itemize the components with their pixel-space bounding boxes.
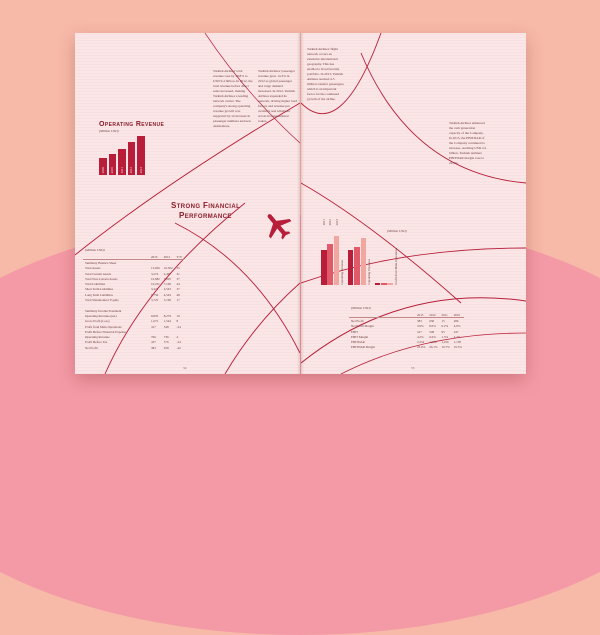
year-label: 2011 (322, 219, 326, 226)
right-table-header-cell: 2011 (439, 312, 451, 318)
right-chart-unit: (Million USD) (387, 229, 407, 233)
left-table-cell: 437 (151, 340, 156, 345)
left-table-cell: 35 (176, 266, 180, 271)
left-table-cell: 417 (151, 324, 156, 329)
intro-text-column-2: Turkish Airlines' passenger revenue grew 14.3% in 2012 as global passenger and cargo demand increased. In 2012, Turkish Airlines expanded its network, driving higher load factors and revenue per available seat kilometer across its international routes. (258, 69, 297, 123)
left-table-cell: 576 (163, 340, 169, 345)
grouped-bar-category-label: Operating Expenses (367, 259, 372, 285)
table-row (83, 345, 184, 350)
open-brochure (75, 33, 526, 374)
right-table-cell: 1.3% (441, 334, 449, 339)
left-table-header-cell: Y/Y (176, 254, 183, 259)
year-label: 2012 (328, 219, 333, 226)
left-table-cell: 48 (176, 292, 180, 297)
grouped-bar-2013 (387, 283, 393, 285)
right-table-cell: 3.9% (417, 324, 424, 329)
right-table-unit: (Million USD) (351, 306, 371, 310)
left-table-cell: 13,956 (151, 266, 160, 271)
left-table-cell: Short Term Liabilities (85, 287, 114, 292)
right-table-cell: 417 (417, 329, 422, 334)
left-table-cell: 9,835 (151, 313, 159, 318)
right-table-cell: 4.2% (453, 334, 461, 339)
right-table-cell: 95 (441, 329, 445, 334)
right-table-cell: 1,998 (429, 340, 437, 345)
left-table-cell: 44 (176, 282, 180, 287)
left-table-cell: 1,672 (151, 319, 159, 324)
right-table-cell: EBIT (351, 329, 359, 334)
right-table-cell: 22.9% (417, 345, 426, 350)
right-table-cell: EBITDAR (351, 340, 365, 345)
revenue-bar-label: 2010 (110, 166, 114, 173)
left-table-cell: 17 (176, 298, 180, 303)
right-table-cell: 383 (417, 318, 422, 323)
grouped-bar-2011 (321, 250, 327, 286)
left-table-cell: Total Non-Current Assets (85, 276, 118, 281)
revenue-bar-label: 2011 (119, 166, 124, 173)
left-table-cell: 6,759 (151, 292, 159, 297)
left-table-cell: 3,725 (151, 298, 159, 303)
left-table-cell: 19 (176, 313, 180, 318)
left-table-cell: Profit from Main Operations (85, 324, 122, 329)
grouped-bar-2011 (375, 283, 381, 285)
right-intro-text-column-1: Turkish Airlines' flight network covers an extensive international geography. This has enabled a broad income portfolio. In 2013, Turkish Airlines reached 4.5 million transfer passengers, which is an important factor for the continued growth of the airline. (307, 47, 345, 101)
right-table-cell: 0.2% (441, 324, 449, 329)
operating-revenue-unit: (Million USD) (99, 129, 119, 133)
book-gutter (297, 33, 304, 374)
right-table-cell: 548 (429, 329, 435, 334)
right-table-cell: Net Profit Margin (351, 324, 374, 329)
grouped-bar-2012 (327, 244, 333, 286)
left-table-cell: 10,682 (151, 276, 160, 281)
grouped-bar-2012 (381, 283, 387, 286)
right-table-cell: 16.7% (441, 345, 450, 350)
operating-revenue-title: Operating Revenue (99, 121, 165, 128)
left-table-cell: -24 (176, 324, 181, 329)
left-table-cell: 548 (163, 324, 169, 329)
revenue-bar-label: 2009 (100, 166, 105, 173)
left-table-cell: Operating Revenue (net) (85, 313, 117, 318)
page-number-left: 34 (183, 366, 187, 370)
right-table-cell: 1,138 (453, 340, 461, 345)
left-table-cell: Long Term Liabilities (85, 292, 113, 297)
left-table-cell: Total Liabilities (85, 282, 106, 287)
right-table-cell: 1,256 (441, 340, 449, 345)
left-table-cell: Summary Balance Sheet (85, 260, 117, 265)
right-table-cell: 6.6% (429, 334, 436, 339)
left-table-cell: 3,274 (151, 271, 159, 276)
right-table-cell: 8.0% (429, 324, 436, 329)
grouped-bar-2012 (354, 247, 360, 286)
right-table-header-cell: 2012 (427, 312, 439, 318)
left-table-cell: Profit Before Tax (85, 340, 108, 345)
right-table-cell: 247 (453, 329, 459, 334)
right-table-cell: 24.1% (429, 345, 438, 350)
left-table-cell: Total Assets (85, 266, 101, 271)
left-table-cell: Total Current Assets (85, 271, 111, 276)
left-table-cell: 658 (163, 345, 169, 350)
left-table-cell: 8,279 (163, 313, 171, 318)
left-table-cell: 383 (151, 345, 156, 350)
right-table-cell: 4.9% (453, 324, 461, 329)
left-table-cell: Net Profit (85, 345, 98, 350)
left-table-cell: 3,196 (163, 298, 171, 303)
right-table-cell: EBITDAR Margin (351, 345, 375, 350)
left-table-cell: 8 (176, 319, 179, 324)
financial-summary-table (83, 254, 184, 350)
left-table-cell: Operating Revenue (85, 335, 110, 340)
revenue-bar-label: 2012 (129, 166, 133, 173)
left-table-cell: 4 (176, 335, 179, 340)
right-table-cell: 15 (441, 318, 445, 323)
section-title-line-1: Strong Financial (171, 201, 241, 210)
right-table-cell: 658 (429, 318, 435, 323)
right-table-cell: 19.5% (453, 345, 462, 350)
left-page (75, 33, 300, 374)
year-label: 2013 (334, 219, 339, 226)
left-table-cell: Profit Before Financial Expense (85, 329, 126, 334)
left-table-cell: 2,543 (163, 287, 171, 292)
right-intro-text-column-2: Turkish Airlines enhanced the cash generation capacity of the Company. In 2013, the EBITDAR of the Company continued to increase, reaching USD 2.2 billion. Turkish Airlines' EBITDAR margin rose to 22.9%. (449, 121, 487, 165)
left-table-cell: 7,805 (163, 276, 171, 281)
grouped-bar-2013 (334, 236, 340, 285)
section-title-line-2: Performance (179, 211, 232, 220)
left-table-cell: 37 (176, 287, 180, 292)
page-number-right: 35 (411, 366, 415, 370)
grouped-bar-category-label: Operating Revenue (340, 260, 345, 285)
left-table-cell: -24 (176, 340, 181, 345)
left-table-cell: 7,106 (163, 282, 171, 287)
right-table-cell: EBIT Margin (351, 334, 369, 339)
right-table-header-cell: 2013 (415, 312, 427, 318)
left-table-cell: 31 (176, 271, 180, 276)
left-table-cell: 1,544 (163, 319, 171, 324)
right-table-cell: Net Profit (351, 318, 364, 323)
revenue-bar-label: 2013 (138, 166, 143, 173)
right-table-cell: 2,254 (417, 340, 425, 345)
profitability-table (349, 312, 464, 350)
right-table-cell: 286 (453, 318, 459, 323)
right-table-header-cell: 2010 (452, 312, 464, 318)
left-table-cell: Gross Profit (Loss) (85, 319, 110, 324)
grouped-bar-2011 (348, 250, 354, 285)
left-table-cell: 766 (151, 335, 156, 340)
left-table-unit: (Million USD) (85, 248, 105, 252)
left-table-header-cell: 2012 (162, 254, 175, 260)
left-table-cell: -42 (176, 345, 181, 350)
left-table-cell: 4,563 (163, 292, 171, 297)
grouped-bar-2013 (361, 238, 367, 285)
grouped-bar-category-label: Profit from Main Operations (394, 248, 399, 285)
operating-revenue-chart (99, 135, 147, 175)
left-table-cell: 10,231 (151, 282, 160, 287)
right-page (301, 33, 526, 374)
left-table-cell: 3,472 (151, 287, 159, 292)
left-table-cell: Total Shareholders' Equity (85, 298, 119, 303)
right-table-cell: 4.2% (417, 334, 424, 339)
left-table-header-cell: 2013 (149, 254, 162, 260)
airplane-icon (261, 208, 295, 242)
left-table-cell: 10,302 (163, 266, 173, 271)
intro-text-column-1: Turkish Airlines' total revenue rose by 18.8% to USD 9.4 billion. In 2012, the total revenue before direct sales increased, making Turkish Airlines a leading network carrier. The company's strong operating revenue growth was supported by an increase in passenger numbers and new destinations. (213, 69, 253, 128)
left-table-cell: 37 (176, 276, 180, 281)
left-table-cell: 736 (163, 335, 169, 340)
left-table-cell: 2,497 (163, 271, 171, 276)
left-table-cell: Summary Income Statement (85, 308, 122, 313)
table-row (349, 345, 464, 350)
